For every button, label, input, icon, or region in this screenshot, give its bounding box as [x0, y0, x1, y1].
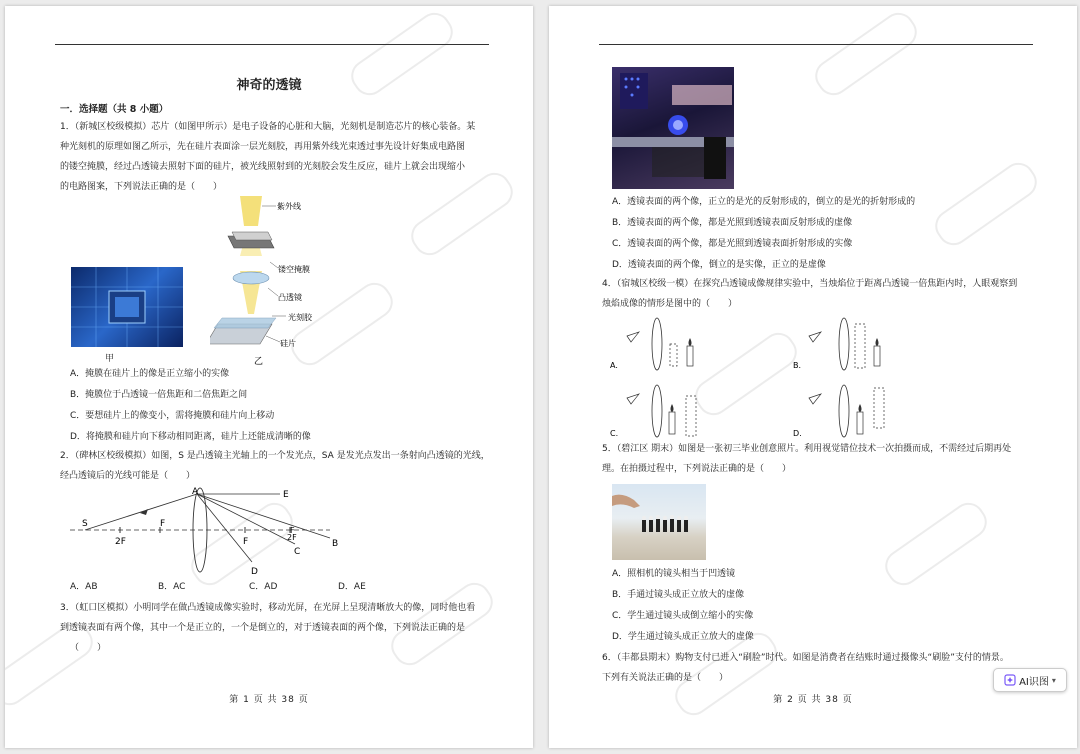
lab-photo	[612, 67, 734, 189]
text-line: 种光刻机的原理如图乙所示，先在硅片表面涂一层光刻胶，再用紫外线光束透过事先设计好集成电路图	[60, 142, 466, 152]
question-1-stem	[60, 117, 475, 197]
label-C: C	[294, 547, 301, 557]
label-B: B	[332, 539, 339, 549]
watermark	[879, 497, 993, 592]
document-page-1	[5, 6, 533, 748]
text-line: 的镂空掩膜，经过凸透镜去照射下面的硅片，被光线照射到的光刻胶会发生反应，硅片上就会出现缩小	[60, 162, 466, 172]
text-line: 下列有关说法正确的是（ ）	[602, 673, 729, 683]
q4-diagrams-right	[789, 316, 909, 441]
label-F-far: F	[290, 526, 295, 535]
label-a: A.	[610, 361, 618, 370]
question-2-option-c[interactable]: C．AD	[249, 582, 278, 592]
text-line: 1．（新城区校级模拟）芯片（如图甲所示）是电子设备的心脏和大脑，光刻机是制造芯片的核心装备。某	[60, 122, 476, 132]
question-5-stem	[602, 439, 1011, 479]
text-line: （ ）	[70, 643, 107, 653]
text-line: 经凸透镜后的光线可能是（ ）	[60, 471, 196, 481]
text-line: 6．（丰都县期末）购物支付已进入“刷脸”时代。如图是消费者在结账时通过摄像头“刷脸”支付的情景。	[602, 653, 1009, 663]
q4-option-a-diagram[interactable]	[610, 318, 693, 370]
question-3-stem	[60, 598, 475, 658]
page-footer: 第 1 页 共 38 页	[229, 695, 309, 705]
convex-lens	[233, 272, 269, 284]
text-line: 烛焰成像的情形是图中的（ ）	[602, 299, 738, 309]
option-a[interactable]: A．掩膜在硅片上的像是正立缩小的实像	[70, 369, 230, 379]
option-b[interactable]: B．掩膜位于凸透镜一倍焦距和二倍焦距之间	[70, 390, 248, 400]
label-uv: 紫外线	[277, 202, 301, 211]
label-mask: 镂空掩膜	[278, 265, 310, 274]
question-3-options	[612, 195, 915, 272]
question-2-option-b[interactable]: B．AC	[158, 582, 186, 592]
label-F-left: F	[160, 519, 166, 529]
text-line: 5．（碧江区 期末）如图是一张初三毕业创意照片。利用视觉错位技术一次拍摄而成，不需经过后期再处	[602, 444, 1012, 454]
label-A: A	[192, 487, 199, 497]
label-2F-right: 2F	[287, 533, 297, 542]
text-line: 到透镜表面有两个像，其中一个是正立的，一个是倒立的，对于透镜表面的两个像，下列说法正确的是	[60, 623, 466, 633]
text-line: 3．（虹口区模拟）小明同学在做凸透镜成像实验时，移动光屏，在光屏上呈现清晰放大的像，同时他也看	[60, 603, 476, 613]
question-4-stem	[602, 274, 1017, 314]
label-D: D	[251, 567, 258, 577]
graduation-photo-graphic	[612, 484, 706, 560]
chip-photo	[71, 267, 183, 347]
text-line: 4．（宿城区校级一模）在探究凸透镜成像规律实验中，当烛焰位于距离凸透镜一倍焦距内时，人眼观察到	[602, 279, 1018, 289]
figure-label-yi: 乙	[254, 357, 264, 366]
incident-ray-SA	[85, 494, 197, 530]
figure-label-jia: 甲	[105, 354, 115, 364]
text-line: 理。在拍摄过程中，下列说法正确的是（ ）	[602, 464, 792, 474]
label-b: B.	[793, 361, 802, 370]
question-5-options	[612, 567, 754, 644]
lithography-diagram	[210, 196, 330, 366]
lab-photo-graphic	[612, 67, 734, 189]
label-lens: 凸透镜	[278, 293, 302, 302]
question-2-stem	[60, 446, 490, 486]
q4-option-c-diagram[interactable]	[610, 385, 696, 438]
label-wafer: 硅片	[280, 339, 296, 348]
chevron-down-icon: ▾	[1051, 675, 1056, 685]
section-heading: 一．选择题（共 8 小题）	[60, 104, 169, 115]
header-rule	[599, 44, 1033, 45]
option-d[interactable]: D．学生通过镜头成正立放大的虚像	[612, 632, 754, 642]
option-b[interactable]: B．手通过镜头成正立放大的虚像	[612, 590, 745, 600]
text-line: 2．（碑林区校级模拟）如图，S 是凸透镜主光轴上的一个发光点，SA 是发光点发出一条射向凸透镜的光线，	[60, 451, 490, 461]
question-2-option-d[interactable]: D．AE	[338, 582, 366, 592]
label-resist: 光刻胶	[288, 313, 312, 322]
option-c[interactable]: C．透镜表面的两个像，都是光照到透镜表面折射形成的实像	[612, 239, 853, 249]
graduation-photo	[612, 484, 706, 560]
option-d[interactable]: D．透镜表面的两个像，倒立的是实像，正立的是虚像	[612, 260, 826, 270]
option-c[interactable]: C．学生通过镜头成倒立缩小的实像	[612, 611, 754, 621]
ai-recognize-button[interactable]	[993, 668, 1067, 692]
label-c: C.	[610, 429, 619, 438]
question-2-option-a[interactable]: A．AB	[70, 582, 98, 592]
header-rule	[55, 44, 489, 45]
page-title: 神奇的透镜	[236, 78, 302, 93]
option-b[interactable]: B．透镜表面的两个像，都是光照到透镜表面反射形成的虚像	[612, 218, 853, 228]
uv-beam	[240, 196, 262, 226]
chip-circuit-graphic	[71, 267, 183, 347]
label-2F-left: 2F	[115, 537, 126, 547]
label-d: D.	[793, 429, 802, 438]
q4-option-b-diagram[interactable]	[793, 318, 880, 370]
text-line: 的电路图案，下列说法正确的是（ ）	[60, 182, 223, 192]
page-footer: 第 2 页 共 38 页	[773, 695, 853, 705]
option-a[interactable]: A．透镜表面的两个像，正立的是光的反射形成的，倒立的是光的折射形成的	[612, 197, 916, 207]
question-1-options	[70, 367, 311, 444]
ai-sparkle-icon	[1004, 674, 1016, 686]
document-page-2	[549, 6, 1077, 748]
option-d[interactable]: D．将掩膜和硅片向下移动相同距离，硅片上还能成清晰的像	[70, 432, 311, 442]
option-a[interactable]: A．照相机的镜头相当于凹透镜	[612, 569, 736, 579]
ai-button-label: AI识图	[1019, 676, 1049, 688]
label-S: S	[82, 519, 88, 529]
q4-option-d-diagram[interactable]	[793, 385, 884, 438]
watermark	[809, 7, 923, 102]
label-E: E	[283, 490, 289, 500]
option-c[interactable]: C．要想硅片上的像变小，需将掩膜和硅片向上移动	[70, 411, 275, 421]
watermark	[929, 157, 1043, 252]
label-F-right: F	[243, 537, 249, 547]
question-6-stem	[602, 648, 1009, 688]
ray-diagram	[60, 486, 360, 581]
